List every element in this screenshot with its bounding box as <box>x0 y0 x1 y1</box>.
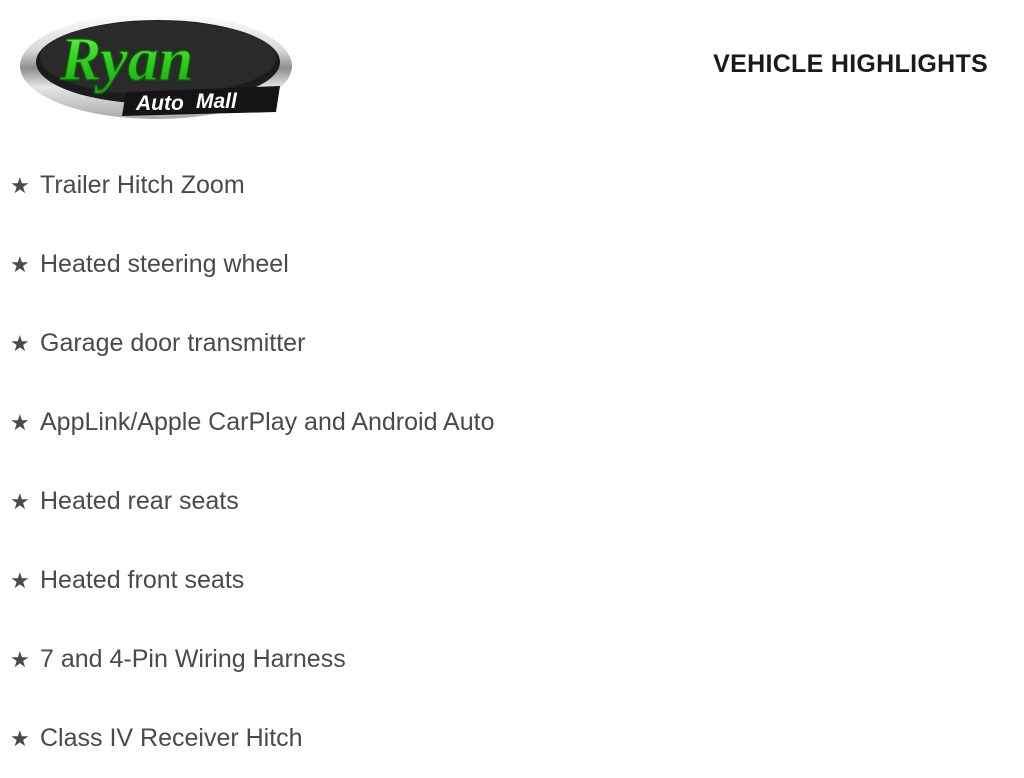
feature-label: Heated front seats <box>40 566 245 594</box>
ryan-auto-mall-logo <box>18 8 294 124</box>
list-item <box>0 462 1024 541</box>
svg-text:Mall: Mall <box>196 90 237 113</box>
list-item <box>0 383 1024 462</box>
star-icon: ★ <box>10 567 30 593</box>
vehicle-highlights-title: VEHICLE HIGHLIGHTS <box>713 50 988 78</box>
feature-label: AppLink/Apple CarPlay and Android Auto <box>40 408 495 436</box>
svg-text:Auto: Auto <box>136 92 184 115</box>
star-icon: ★ <box>10 488 30 514</box>
star-icon: ★ <box>10 172 30 198</box>
star-icon: ★ <box>10 646 30 672</box>
feature-label: Trailer Hitch Zoom <box>40 171 245 199</box>
list-item <box>0 304 1024 383</box>
page-header <box>0 0 1024 132</box>
star-icon: ★ <box>10 251 30 277</box>
list-item <box>0 225 1024 304</box>
star-icon: ★ <box>10 409 30 435</box>
star-icon: ★ <box>10 725 30 751</box>
feature-label: 7 and 4-Pin Wiring Harness <box>40 645 346 673</box>
svg-text:Ryan: Ryan <box>60 26 194 94</box>
star-icon: ★ <box>10 330 30 356</box>
list-item <box>0 541 1024 620</box>
list-item <box>0 620 1024 699</box>
feature-label: Heated steering wheel <box>40 250 289 278</box>
feature-label: Class IV Receiver Hitch <box>40 724 303 752</box>
feature-label: Garage door transmitter <box>40 329 306 357</box>
list-item <box>0 146 1024 225</box>
feature-label: Heated rear seats <box>40 487 239 515</box>
vehicle-highlights-list <box>0 146 1024 778</box>
list-item <box>0 699 1024 778</box>
